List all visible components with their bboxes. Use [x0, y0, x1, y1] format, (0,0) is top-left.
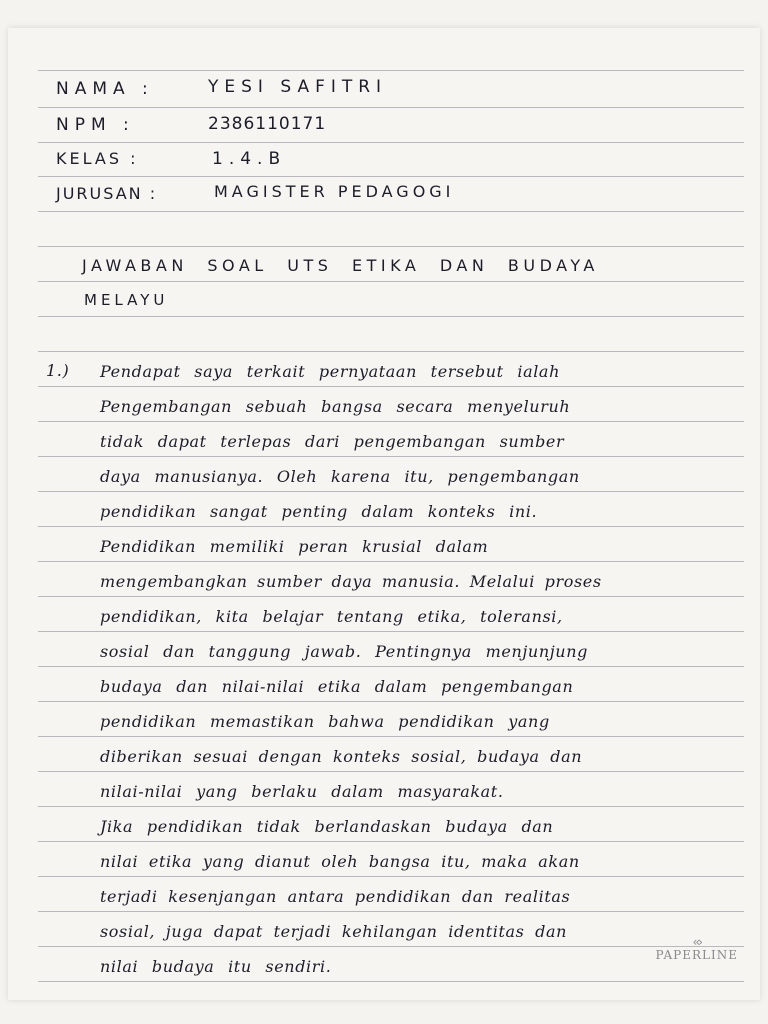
answer-line: budaya dan nilai-nilai etika dalam pengembangan	[100, 677, 574, 696]
ruled-line	[38, 281, 744, 282]
ruled-line	[38, 736, 744, 737]
ruled-line	[38, 911, 744, 912]
nama-label: NAMA :	[56, 79, 154, 99]
ruled-line	[38, 142, 744, 143]
ruled-line	[38, 631, 744, 632]
answer-line: nilai etika yang dianut oleh bangsa itu, maka akan	[100, 852, 580, 871]
npm-label: NPM :	[56, 115, 135, 135]
ruled-line	[38, 561, 744, 562]
ruled-line	[38, 176, 744, 177]
paperline-brand-text: PAPERLINE	[655, 948, 738, 962]
ruled-line	[38, 211, 744, 212]
answer-line: pendidikan sangat penting dalam konteks ini.	[100, 502, 538, 521]
paperline-logo-icon: ‹‹›	[692, 935, 701, 949]
answer-line: daya manusianya. Oleh karena itu, pengembangan	[100, 467, 580, 486]
ruled-line	[38, 316, 744, 317]
ruled-line	[38, 596, 744, 597]
answer-line: sosial dan tanggung jawab. Pentingnya menjunjung	[100, 642, 588, 661]
answer-line: nilai-nilai yang berlaku dalam masyarakat.	[100, 782, 504, 801]
answer-line: sosial, juga dapat terjadi kehilangan identitas dan	[100, 922, 568, 941]
ruled-line	[38, 421, 744, 422]
answer-line: Jika pendidikan tidak berlandaskan budaya dan	[100, 817, 554, 836]
answer-line: diberikan sesuai dengan konteks sosial, budaya dan	[100, 747, 583, 766]
kelas-label: KELAS :	[56, 149, 139, 168]
answer-line: tidak dapat terlepas dari pengembangan sumber	[100, 432, 565, 451]
ruled-line	[38, 876, 744, 877]
ruled-line	[38, 981, 744, 982]
ruled-line	[38, 701, 744, 702]
jurusan-label: JURUSAN :	[56, 184, 158, 203]
ruled-line	[38, 526, 744, 527]
answer-number: 1.)	[46, 361, 70, 380]
ruled-line	[38, 806, 744, 807]
ruled-line	[38, 456, 744, 457]
ruled-line	[38, 771, 744, 772]
answer-line: nilai budaya itu sendiri.	[100, 957, 332, 976]
answer-line: Pengembangan sebuah bangsa secara menyeluruh	[100, 397, 571, 416]
jurusan-value: MAGISTER PEDAGOGI	[214, 182, 455, 201]
answer-line: mengembangkan sumber daya manusia. Melalui proses	[100, 572, 602, 591]
notebook-page	[8, 28, 760, 1000]
answer-title-line1: JAWABAN SOAL UTS ETIKA DAN BUDAYA	[82, 256, 599, 275]
ruled-line	[38, 107, 744, 108]
answer-line: pendidikan, kita belajar tentang etika, toleransi,	[100, 607, 563, 626]
ruled-line	[38, 841, 744, 842]
ruled-line	[38, 946, 744, 947]
answer-line: Pendapat saya terkait pernyataan tersebut ialah	[100, 362, 560, 381]
nama-value: YESI SAFITRI	[208, 77, 388, 97]
npm-value: 2386110171	[208, 114, 327, 134]
answer-line: Pendidikan memiliki peran krusial dalam	[100, 537, 489, 556]
answer-line: terjadi kesenjangan antara pendidikan dan realitas	[100, 887, 571, 906]
answer-line: pendidikan memastikan bahwa pendidikan yang	[100, 712, 550, 731]
answer-title-line2: MELAYU	[84, 291, 169, 309]
paperline-logo	[656, 936, 738, 962]
ruled-line	[38, 491, 744, 492]
ruled-line	[38, 246, 744, 247]
ruled-line	[38, 666, 744, 667]
ruled-line	[38, 351, 744, 352]
kelas-value: 1.4.B	[212, 149, 287, 169]
ruled-line	[38, 386, 744, 387]
ruled-line	[38, 70, 744, 71]
